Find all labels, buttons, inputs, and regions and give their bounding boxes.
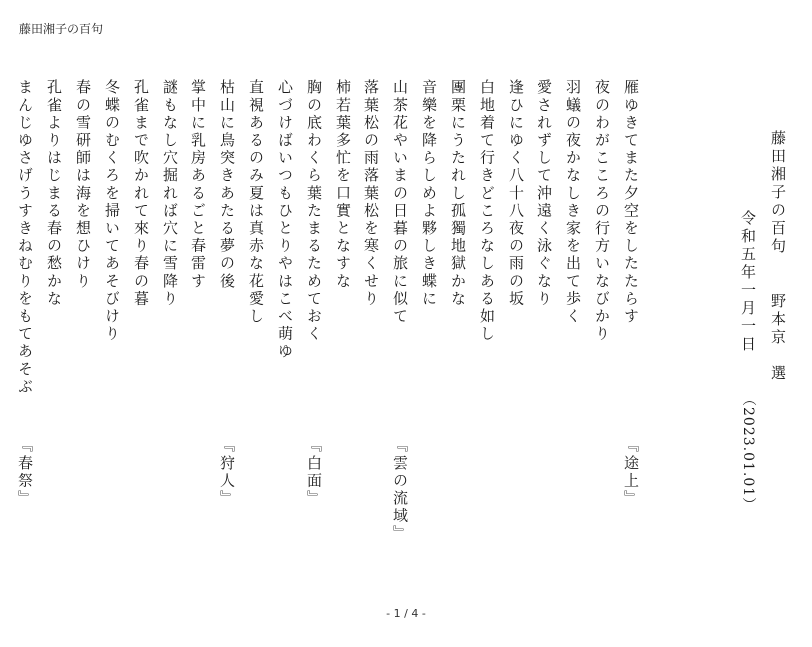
haiku-line: 逢ひにゆく八十八夜の雨の坂 xyxy=(507,79,525,308)
haiku-line: 山茶花やいまの日暮の旅に似て xyxy=(391,79,409,326)
haiku-line: 春の雪研師は海を想ひけり xyxy=(74,79,92,291)
haiku-line: 掌中に乳房あるごと春雷す xyxy=(189,79,207,291)
haiku-line: 冬蝶のむくろを掃いてあそびけり xyxy=(103,79,121,343)
collection-title: 『雲の流域』 xyxy=(391,437,409,543)
haiku-line: 胸の底わくら葉たまるためておく xyxy=(305,79,323,343)
haiku-line: 白地着て行きどころなしある如し xyxy=(478,79,496,343)
date-kanji: 令和五年一月一日 xyxy=(739,210,757,354)
date-numeric: （2023.01.01） xyxy=(740,392,756,513)
collection-title: 『狩人』 xyxy=(218,437,236,508)
haiku-line: 團栗にうたれし孤獨地獄かな xyxy=(449,79,467,308)
haiku-line: 羽蟻の夜かなしき家を出て歩く xyxy=(564,79,582,326)
haiku-line: 孔雀よりはじまる春の愁かな xyxy=(45,79,63,308)
collection-title: 『途上』 xyxy=(622,437,640,508)
running-header: 藤田湘子の百句 xyxy=(19,22,104,36)
haiku-line: 孔雀まで吹かれて來り春の暮 xyxy=(132,79,150,308)
selector-name: 野本京 選 xyxy=(769,293,787,383)
haiku-line: 謎もなし穴掘れば穴に雪降り xyxy=(161,79,179,308)
haiku-line: 音樂を降らしめよ夥しき蝶に xyxy=(420,79,438,308)
page-number: - 1 / 4 - xyxy=(386,607,426,620)
document-title: 藤田湘子の百句 xyxy=(769,130,787,256)
haiku-line: 柿若葉多忙を口實となすな xyxy=(334,79,352,291)
haiku-line: 雁ゆきてまた夕空をしたたらす xyxy=(622,79,640,326)
collection-title: 『春祭』 xyxy=(16,437,34,508)
haiku-line: 直視あるのみ夏は真赤な花愛し xyxy=(247,79,265,326)
haiku-line: 夜のわがこころの行方いなびかり xyxy=(593,79,611,343)
collection-title: 『白面』 xyxy=(305,437,323,508)
haiku-line: 落葉松の雨落葉松を寒くせり xyxy=(362,79,380,308)
haiku-line: まんじゆさげうすきねむりをもてあそぶ xyxy=(16,79,34,396)
haiku-line: 心づけばいつもひとりやはこべ萌ゆ xyxy=(276,79,294,361)
haiku-line: 枯山に鳥突きあたる夢の後 xyxy=(218,79,236,291)
haiku-line: 愛されずして沖遠く泳ぐなり xyxy=(535,79,553,308)
